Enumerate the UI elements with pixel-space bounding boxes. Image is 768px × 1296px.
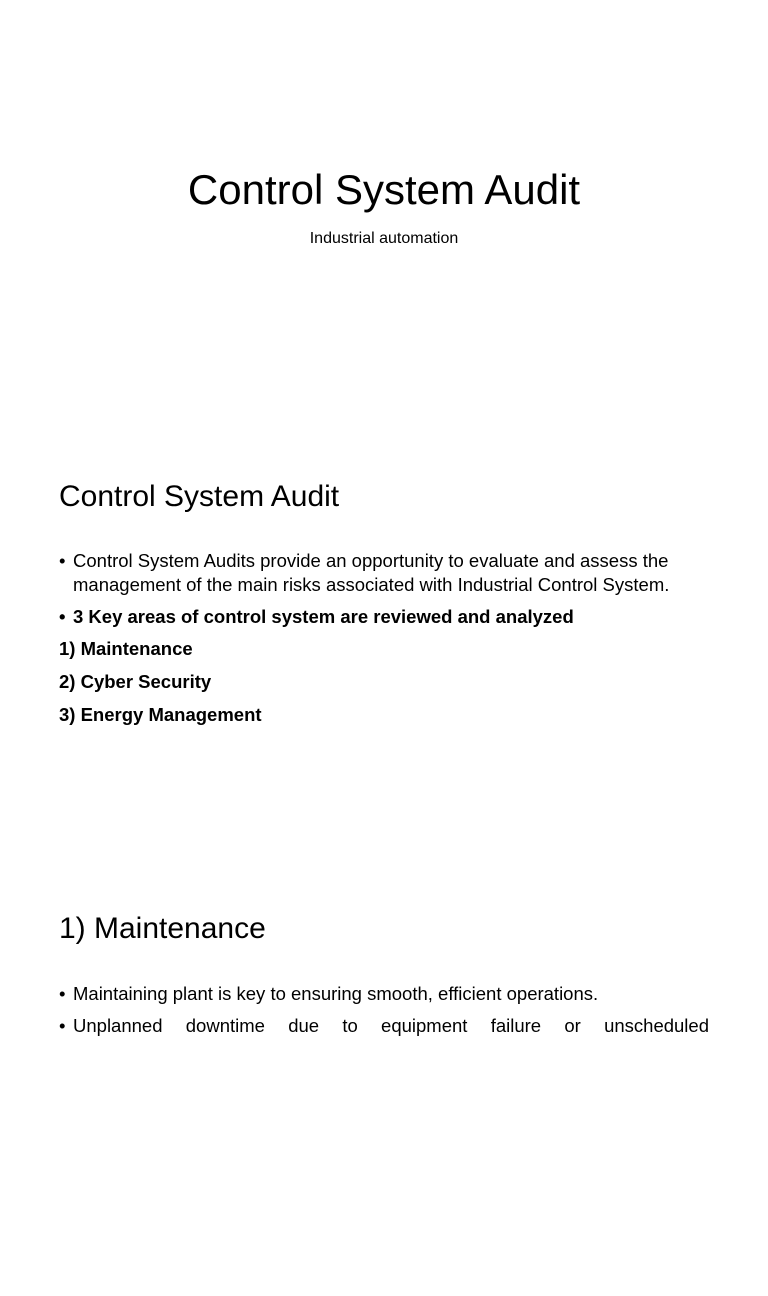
slide-maintenance bbox=[0, 864, 768, 1296]
bullet-item: • 3 Key areas of control system are reviewed and analyzed bbox=[59, 605, 709, 629]
slide-title bbox=[0, 0, 768, 432]
bullet-item: • Unplanned downtime due to equipment failure or unscheduled bbox=[59, 1014, 709, 1038]
numbered-item: 2) Cyber Security bbox=[59, 671, 212, 692]
bullet-item: • Control System Audits provide an opportunity to evaluate and assess the management of the main risks associated with Industrial Control System. bbox=[59, 549, 709, 597]
numbered-item: 1) Maintenance bbox=[59, 638, 193, 659]
slide-heading: Control System Audit bbox=[59, 480, 340, 513]
slide-control-system-audit bbox=[0, 432, 768, 864]
slide-body bbox=[59, 549, 709, 736]
bullet-item: • Maintaining plant is key to ensuring smooth, efficient operations. bbox=[59, 982, 709, 1006]
slide-subtitle: Industrial automation bbox=[309, 230, 459, 247]
numbered-item: 3) Energy Management bbox=[59, 704, 262, 725]
slide-body bbox=[59, 982, 709, 1046]
slide-heading: 1) Maintenance bbox=[59, 912, 266, 945]
slide-title-heading: Control System Audit bbox=[187, 166, 581, 213]
